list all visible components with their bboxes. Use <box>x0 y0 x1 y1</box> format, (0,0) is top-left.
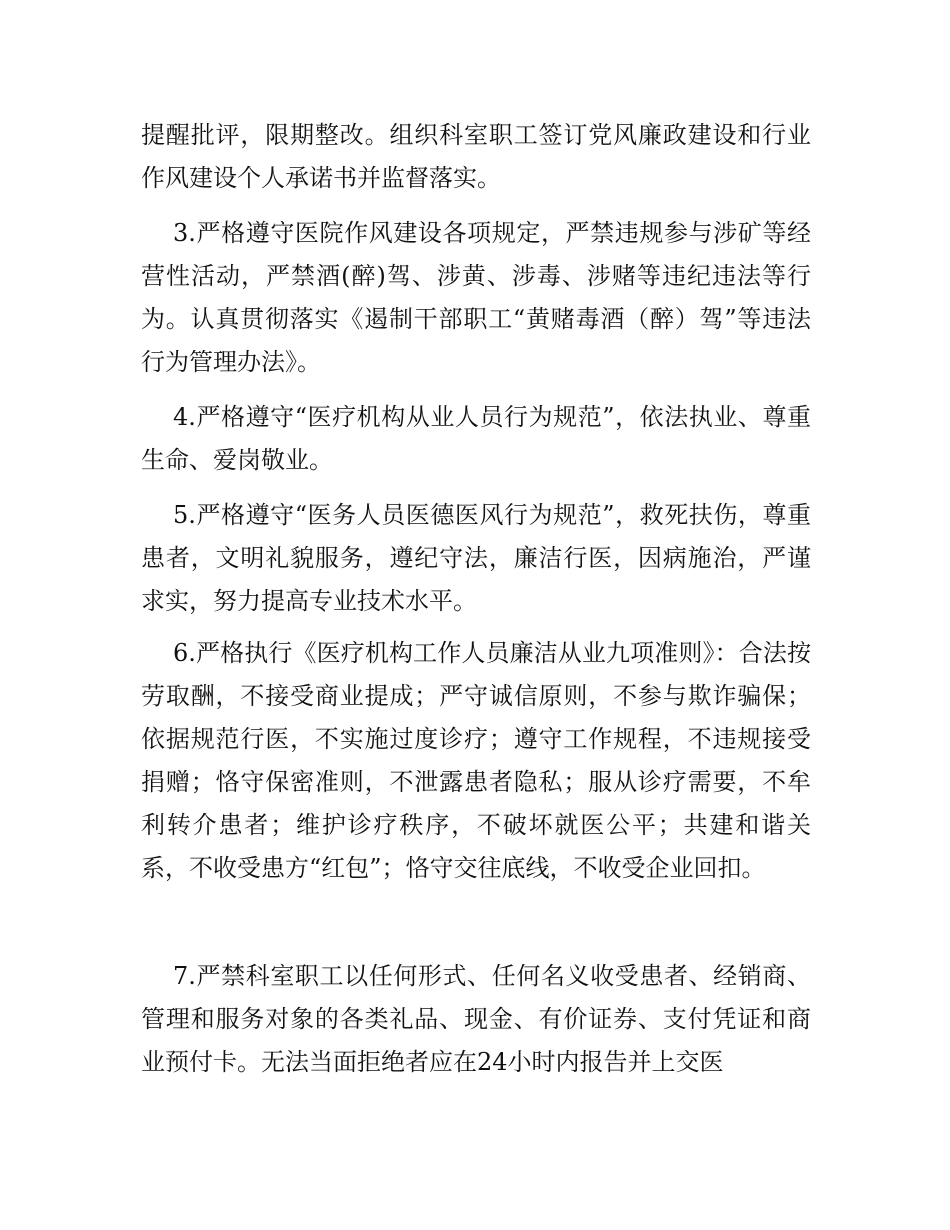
paragraph-item-4: 4.严格遵守“医疗机构从业人员行为规范”，依法执业、尊重生命、爱岗敬业。 <box>141 403 811 474</box>
paragraph-item-7: 7.严禁科室职工以任何形式、任何名义收受患者、经销商、管理和服务对象的各类礼品、现金、有价证券、支付凭证和商业预付卡。无法当面拒绝者应在24小时内报告并上交医 <box>141 962 811 1076</box>
paragraph-continuation: 提醒批评，限期整改。组织科室职工签订党风廉政建设和行业作风建设个人承诺书并监督落实。 <box>141 121 811 192</box>
paragraph-item-3: 3.严格遵守医院作风建设各项规定，严禁违规参与涉矿等经营性活动，严禁酒(醉)驾、涉黄、涉毒、涉赌等违纪违法等行为。认真贯彻落实《遏制干部职工“黄赌毒酒（醉）驾”等违法行为管理办法》。 <box>141 219 811 376</box>
paragraph-item-5: 5.严格遵守“医务人员医德医风行为规范”，救死扶伤，尊重患者，文明礼貌服务，遵纪守法，廉洁行医，因病施治，严谨求实，努力提高专业技术水平。 <box>141 501 811 615</box>
paragraph-item-6: 6.严格执行《医疗机构工作人员廉洁从业九项准则》：合法按劳取酬，不接受商业提成；严守诚信原则，不参与欺诈骗保；依据规范行医，不实施过度诊疗；遵守工作规程，不违规接受捐赠；恪守保密准则，不泄露患者隐私；服从诊疗需要，不牟利转介患者；维护诊疗秩序，不破坏就医公平；共建和谐关系，不收受患方“红包”；恪守交往底线，不收受企业回扣。 <box>141 639 811 882</box>
